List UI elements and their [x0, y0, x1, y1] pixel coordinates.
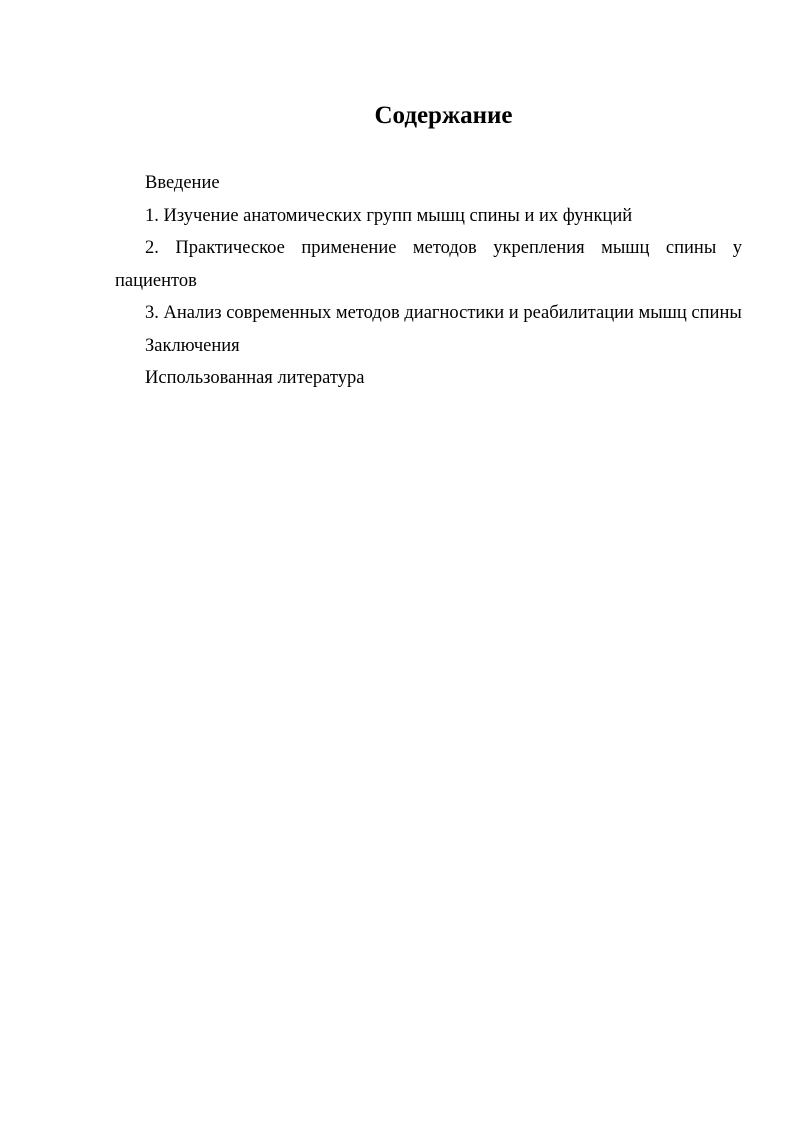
page-title: Содержание	[374, 102, 513, 129]
toc-entry-chapter-2: 2. Практическое применение методов укрепления мышц спины у пациентов	[115, 238, 742, 291]
toc-entry-conclusions: Заключения	[145, 335, 240, 356]
toc-entry-references: Использованная литература	[145, 368, 365, 388]
toc-entry-chapter-1: 1. Изучение анатомических групп мышц спины и их функций	[145, 205, 633, 226]
toc-entry-chapter-3: 3. Анализ современных методов диагностики и реабилитации мышц спины	[145, 303, 742, 323]
toc-entry-introduction: Введение	[145, 173, 220, 193]
table-of-contents	[115, 167, 742, 395]
